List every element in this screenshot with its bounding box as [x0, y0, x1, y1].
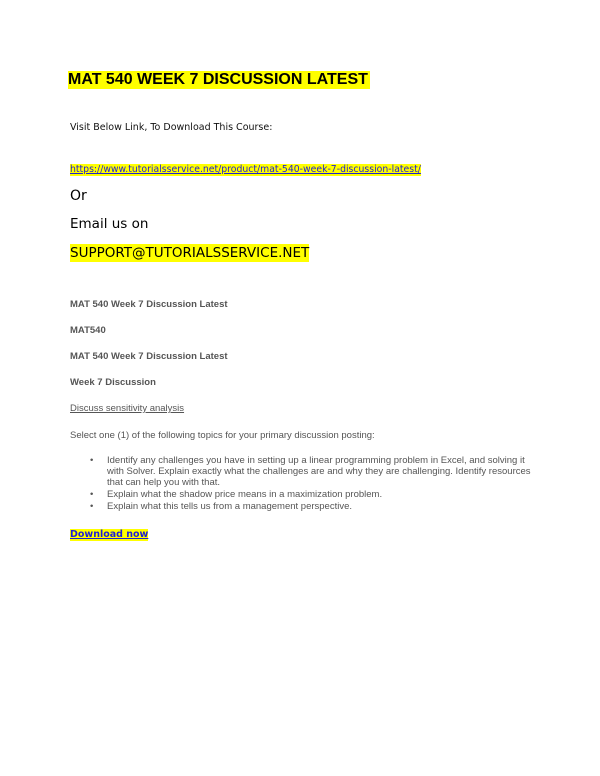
- topic-list: [70, 455, 540, 513]
- course-title-line: MAT 540 Week 7 Discussion Latest: [70, 299, 228, 310]
- week-line: Week 7 Discussion: [70, 377, 156, 388]
- email-label: Email us on: [70, 216, 149, 232]
- course-title-line-repeat: MAT 540 Week 7 Discussion Latest: [70, 351, 228, 362]
- course-code-line: MAT540: [70, 325, 106, 336]
- email-address: SUPPORT@TUTORIALSSERVICE.NET: [70, 245, 310, 261]
- instructions-text: Select one (1) of the following topics for your primary discussion posting:: [70, 430, 375, 441]
- list-item: [70, 501, 540, 512]
- bullet-icon: •: [90, 455, 94, 466]
- intro-text: Visit Below Link, To Download This Course:: [70, 122, 273, 133]
- course-link[interactable]: https://www.tutorialsservice.net/product/mat-540-week-7-discussion-latest/: [70, 164, 421, 175]
- bullet-icon: •: [90, 489, 94, 500]
- bullet-icon: •: [90, 501, 94, 512]
- list-item-text: Identify any challenges you have in setting up a linear programming problem in Excel, and solving it with Solver. Explain exactly what the challenges are and why they are challenging. Identify resources that can help you with that.: [107, 455, 531, 488]
- list-item-text: Explain what this tells us from a management perspective.: [107, 501, 353, 512]
- or-text: Or: [70, 188, 87, 204]
- document-title-text: MAT 540 WEEK 7 DISCUSSION LATEST: [68, 71, 368, 88]
- list-item: [70, 489, 540, 500]
- list-item: [70, 455, 540, 488]
- section-heading: Discuss sensitivity analysis: [70, 403, 185, 414]
- document-title: [68, 70, 370, 90]
- list-item-text: Explain what the shadow price means in a maximization problem.: [107, 489, 383, 500]
- download-link[interactable]: Download now: [70, 529, 149, 540]
